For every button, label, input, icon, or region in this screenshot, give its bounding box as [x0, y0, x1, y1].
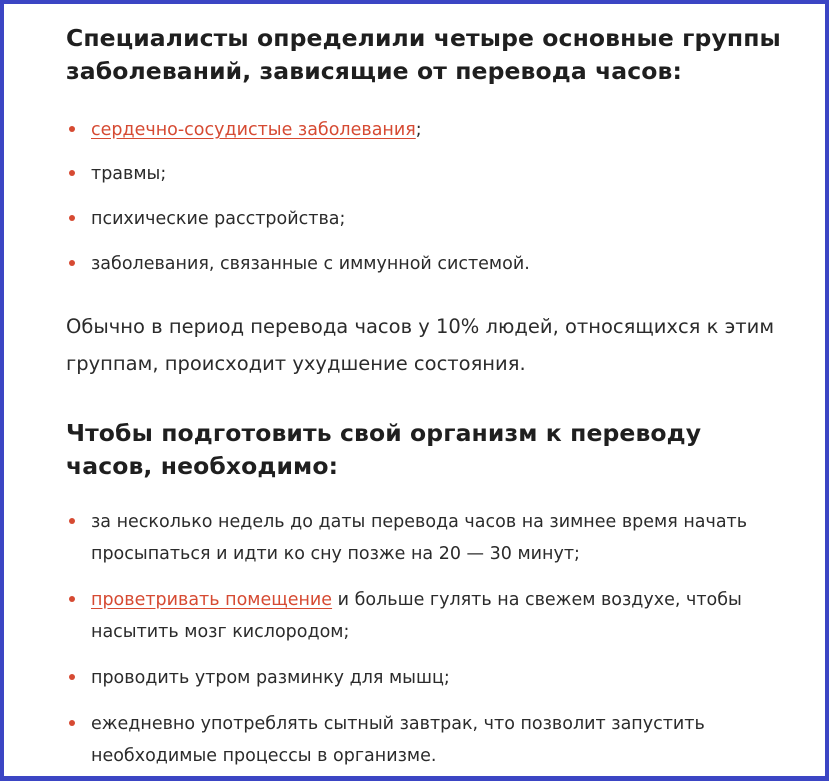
list-item: [66, 203, 781, 235]
list-item: [66, 158, 781, 190]
bullet-icon: [69, 596, 75, 602]
bullet-icon: [69, 674, 75, 680]
cardiovascular-diseases-link[interactable]: сердечно-сосудистые заболевания: [91, 120, 416, 140]
list-item-text: заболевания, связанные с иммунной системой.: [91, 254, 530, 274]
list-item: [66, 248, 781, 280]
ventilate-room-link[interactable]: проветривать помещение: [91, 590, 333, 610]
list-item-text: за несколько недель до даты перевода часов на зимнее время начать просыпаться и идти ко сну позже на 20 — 30 минут;: [91, 512, 748, 564]
list-item-text: психические расстройства;: [91, 209, 346, 229]
section-heading-preparation: Чтобы подготовить свой организм к переводу часов, необходимо:: [66, 419, 702, 480]
bullet-icon: [69, 170, 75, 176]
list-item-text: и больше гулять на свежем воздухе, чтобы насытить мозг кислородом;: [91, 590, 742, 642]
list-item-text: ;: [415, 120, 422, 140]
paragraph-text: Обычно в период перевода часов у 10% людей, относящихся к этим группам, происходит ухудшение состояния.: [66, 315, 775, 375]
list-item: [66, 662, 781, 694]
bullet-icon: [69, 126, 75, 132]
list-item-text: проводить утром разминку для мышц;: [91, 668, 450, 688]
list-item: [66, 708, 781, 772]
list-item: [66, 584, 781, 648]
list-item: [66, 114, 781, 146]
section-heading-disease-groups: Специалисты определили четыре основные группы заболеваний, зависящие от перевода часов:: [66, 24, 781, 85]
list-item-text: ежедневно употреблять сытный завтрак, что позволит запустить необходимые процессы в организме.: [91, 714, 705, 766]
bullet-icon: [69, 260, 75, 266]
list-item: [66, 506, 781, 570]
bullet-icon: [69, 215, 75, 221]
bullet-icon: [69, 518, 75, 524]
bullet-icon: [69, 720, 75, 726]
list-item-text: травмы;: [91, 164, 167, 184]
